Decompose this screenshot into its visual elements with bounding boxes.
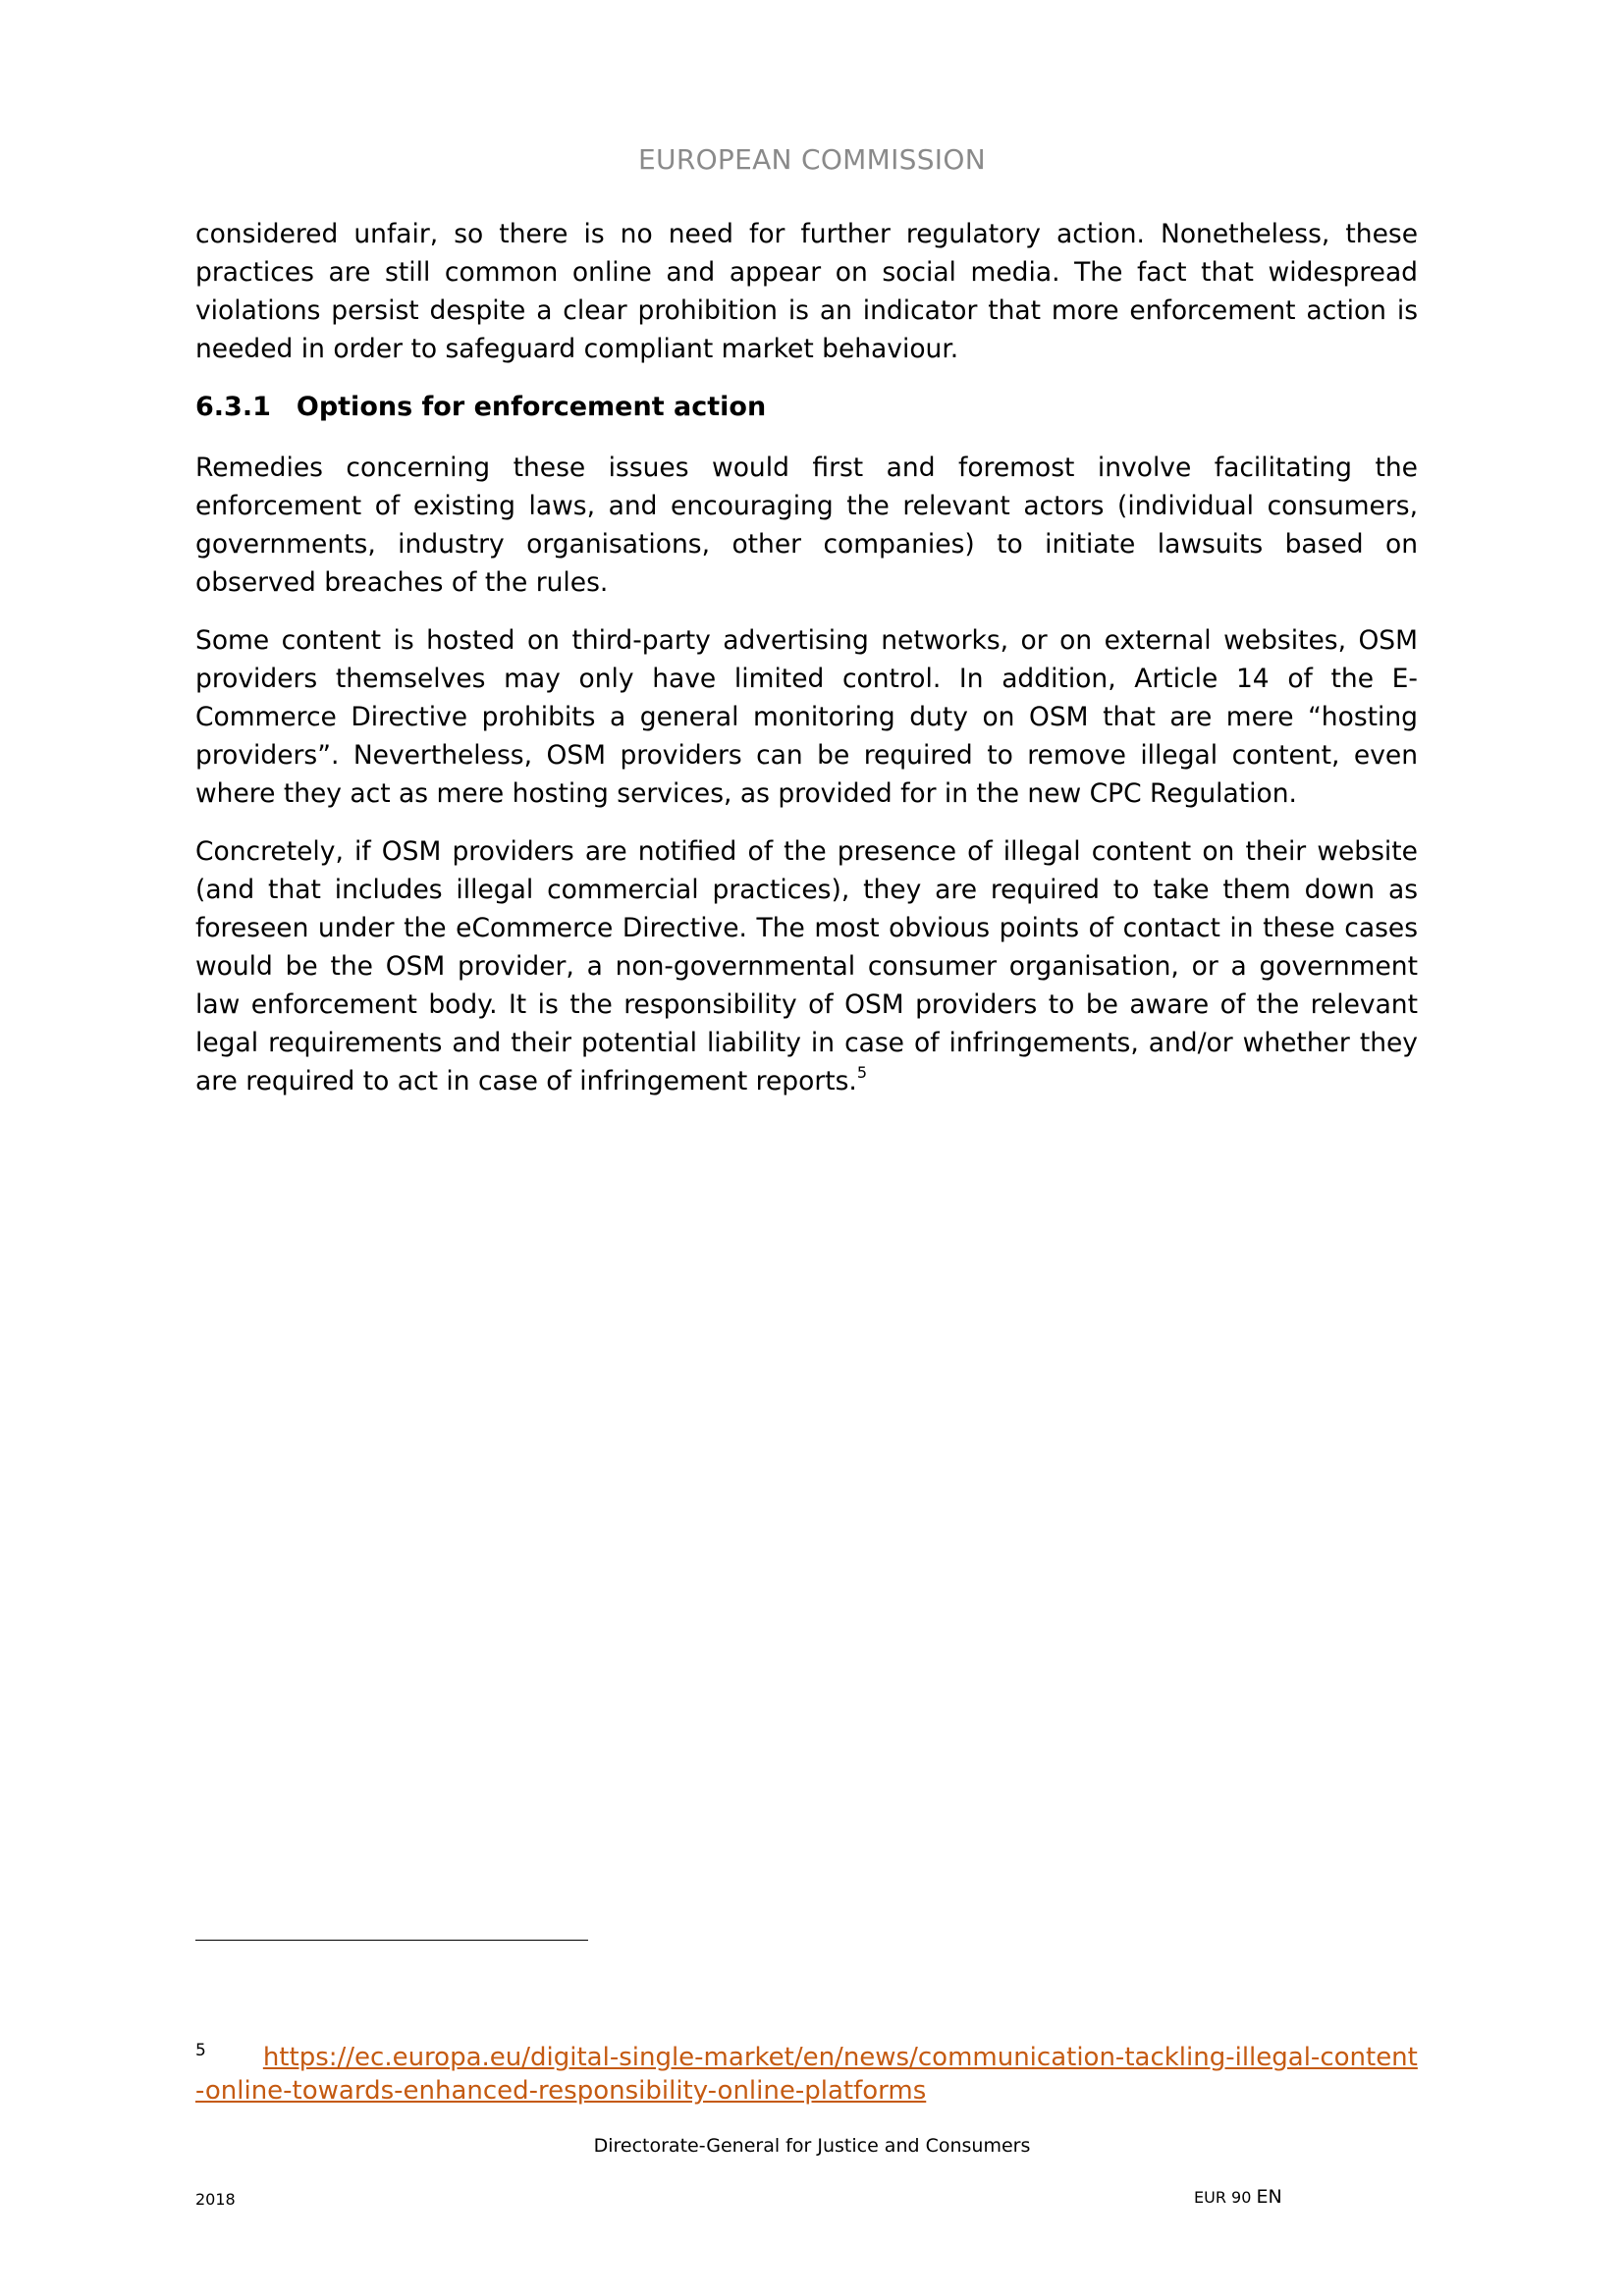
paragraph-concretely-text: Concretely, if OSM providers are notified of the presence of illegal content on their website (and that includes illegal commercial practices), they are required to take them down as foreseen under the eCommerce Directive. The most obvious points of contact in these cases would be the OSM provider, a non-governmental consumer organisation, or a government law enforcement body. It is the responsibility of OSM providers to be aware of the relevant legal requirements and their potential liability in case of infringements, and/or whether they are required to act in case of infringement reports.	[195, 836, 1418, 1096]
page-header: EUROPEAN COMMISSION	[638, 143, 986, 176]
footer-year: 2018	[195, 2190, 236, 2209]
paragraph-remedies: Remedies concerning these issues would first and foremost involve facilitating the enforcement of existing laws, and encouraging the relevant actors (individual consumers, governments, industry organisations, other companies) to initiate lawsuits based on observed breaches of the rules.	[195, 453, 1418, 598]
footnote-link[interactable]: https://ec.europa.eu/digital-single-market/en/news/communication-tackling-illegal-content-online-towards-enhanced-responsibility-online-platforms	[195, 2043, 1418, 2106]
section-number: 6.3.1	[195, 392, 271, 422]
footer-report-id	[1194, 2186, 1282, 2208]
footnote	[195, 2034, 1418, 2108]
footer-directorate: Directorate-General for Justice and Consumers	[593, 2135, 1031, 2157]
footnote-separator	[195, 1940, 588, 1941]
paragraph-intro: considered unfair, so there is no need for further regulatory action. Nonetheless, these practices are still common online and appear on social media. The fact that widespread violations persist despite a clear prohibition is an indicator that more enforcement action is needed in order to safeguard compliant market behaviour.	[195, 219, 1418, 364]
paragraph-hosting: Some content is hosted on third-party advertising networks, or on external websites, OSM providers themselves may only have limited control. In addition, Article 14 of the E-Commerce Directive prohibits a general monitoring duty on OSM that are mere “hosting providers”. Nevertheless, OSM providers can be required to remove illegal content, even where they act as mere hosting services, as provided for in the new CPC Regulation.	[195, 625, 1418, 809]
footer-lang: EN	[1256, 2186, 1282, 2208]
footnote-mark: 5	[195, 2041, 206, 2060]
section-heading	[195, 388, 1418, 427]
footnote-reference[interactable]: 5	[856, 1063, 868, 1082]
document-body	[195, 215, 1418, 1120]
footer-eur: EUR 90	[1194, 2188, 1252, 2207]
paragraph-concretely	[195, 832, 1418, 1100]
section-title: Options for enforcement action	[296, 392, 767, 422]
